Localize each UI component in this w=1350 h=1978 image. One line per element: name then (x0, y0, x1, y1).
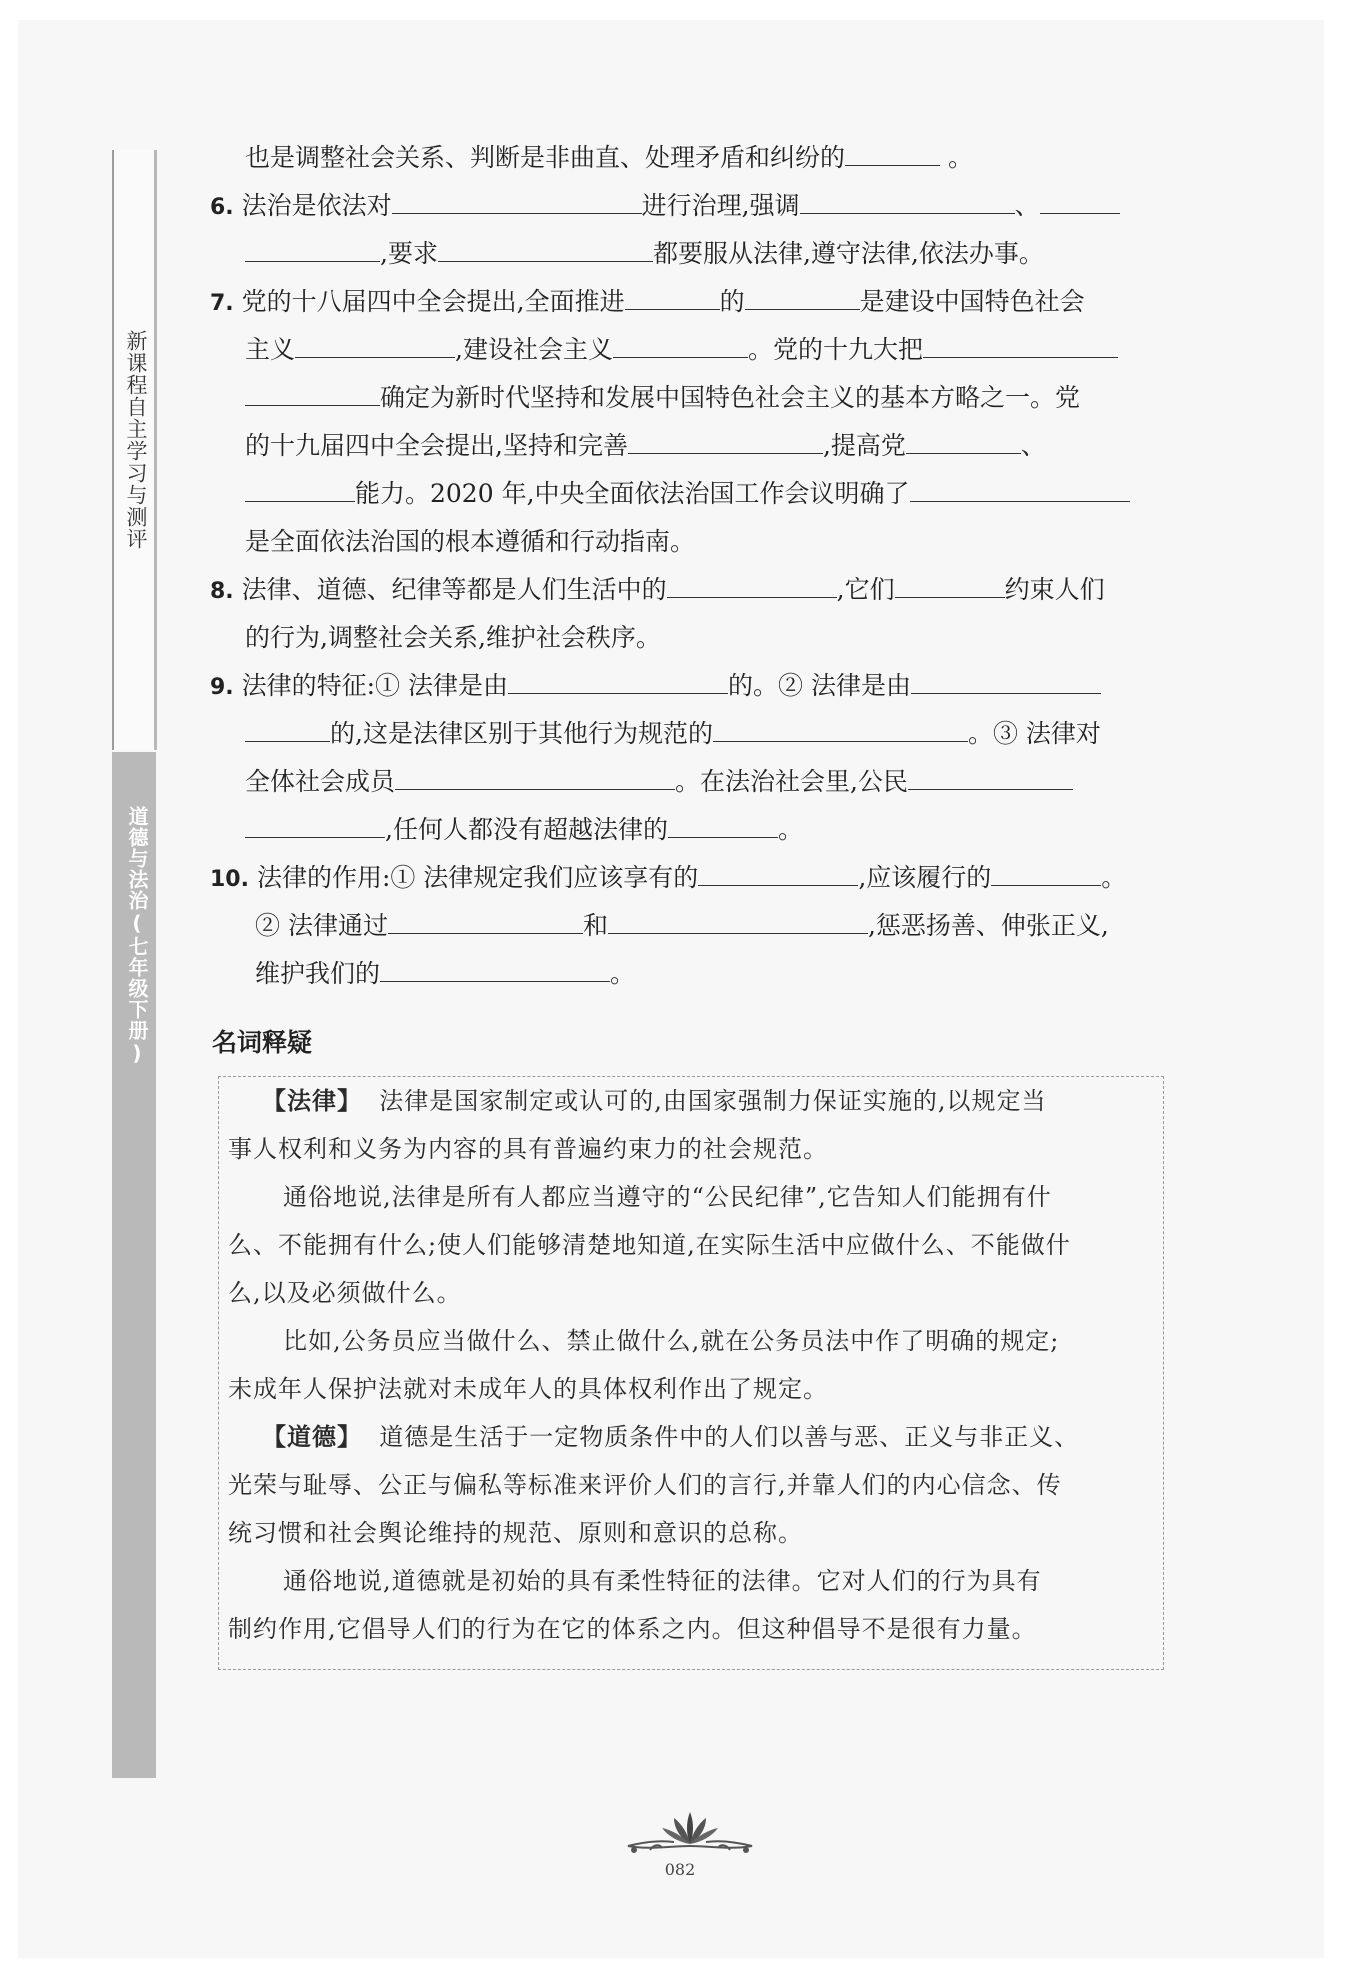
sidebar-series-title: 新课程自主学习与测评 (124, 330, 148, 550)
answer-blank[interactable] (713, 719, 968, 742)
answer-blank[interactable] (380, 959, 610, 982)
answer-blank[interactable] (908, 767, 1073, 790)
question-line: 的十九届四中全会提出,坚持和完善 ,提高党 、 (245, 431, 1046, 460)
answer-blank[interactable] (906, 431, 1021, 454)
question-line: 全体社会成员 。在法治社会里,公民 (245, 767, 1073, 797)
glossary-line: 制约作用,它倡导人们的行为在它的体系之内。但这种倡导不是很有力量。 (228, 1615, 1037, 1643)
answer-blank[interactable] (923, 335, 1118, 358)
glossary-line: 光荣与耻辱、公正与偏私等标准来评价人们的言行,并靠人们的内心信念、传 (228, 1471, 1062, 1499)
question-line: 主义 ,建设社会主义 。党的十九大把 (245, 335, 1118, 365)
glossary-heading: 名词释疑 (212, 1028, 313, 1057)
answer-blank[interactable] (395, 767, 675, 790)
sidebar-subject-title: 道德与法治(七年级下册) (125, 806, 149, 1066)
answer-blank[interactable] (438, 239, 653, 262)
answer-blank[interactable] (800, 191, 1015, 214)
answer-blank[interactable] (608, 911, 868, 934)
glossary-line: 【法律】 法律是国家制定或认可的,由国家强制力保证实施的,以规定当 (262, 1087, 1047, 1115)
question-line: ② 法律通过 和 ,惩恶扬善、伸张正义, (255, 911, 1109, 940)
answer-blank[interactable] (698, 863, 858, 886)
question-10: 10. 法律的作用:① 法律规定我们应该享有的 ,应该履行的 。 (210, 863, 1127, 892)
answer-blank[interactable] (508, 671, 728, 694)
glossary-line: 通俗地说,法律是所有人都应当遵守的“公民纪律”,它告知人们能拥有什 (283, 1183, 1052, 1211)
answer-blank[interactable] (745, 287, 860, 310)
question-8: 8. 法律、道德、纪律等都是人们生活中的 ,它们 约束人们 (210, 575, 1105, 604)
question-line: 也是调整社会关系、判断是非曲直、处理矛盾和纠纷的 。 (245, 143, 973, 172)
question-6: 6. 法治是依法对 进行治理,强调 、 (210, 191, 1120, 223)
page-number: 082 (664, 1860, 696, 1879)
answer-blank[interactable] (295, 335, 455, 358)
answer-blank[interactable] (245, 239, 380, 262)
question-line: 的,这是法律区别于其他行为规范的 。③ 法律对 (245, 719, 1101, 749)
answer-blank[interactable] (667, 575, 837, 598)
answer-blank[interactable] (895, 575, 1005, 598)
question-line: ,任何人都没有超越法律的 。 (245, 815, 803, 845)
answer-blank[interactable] (845, 143, 940, 166)
question-7: 7. 党的十八届四中全会提出,全面推进 的 是建设中国特色社会 (210, 287, 1085, 316)
leaf-ornament-icon (620, 1806, 760, 1856)
question-line: 是全面依法治国的根本遵循和行动指南。 (245, 527, 696, 556)
question-line: ,要求 都要服从法律,遵守法律,依法办事。 (245, 239, 1044, 269)
answer-blank[interactable] (245, 815, 385, 838)
glossary-line: 【道德】 道德是生活于一定物质条件中的人们以善与恶、正义与非正义、 (262, 1423, 1080, 1451)
question-line: 确定为新时代坚持和发展中国特色社会主义的基本方略之一。党 (245, 383, 1080, 413)
glossary-line: 比如,公务员应当做什么、禁止做什么,就在公务员法中作了明确的规定; (283, 1327, 1060, 1355)
glossary-line: 通俗地说,道德就是初始的具有柔性特征的法律。它对人们的行为具有 (283, 1567, 1042, 1595)
answer-blank[interactable] (613, 335, 748, 358)
answer-blank[interactable] (628, 431, 823, 454)
answer-blank[interactable] (668, 815, 778, 838)
term-law: 【法律】 (262, 1087, 362, 1115)
answer-blank[interactable] (910, 479, 1130, 502)
question-line: 的行为,调整社会关系,维护社会秩序。 (245, 623, 661, 652)
glossary-line: 事人权利和义务为内容的具有普遍约束力的社会规范。 (228, 1135, 828, 1163)
question-line: 维护我们的 。 (255, 959, 636, 988)
glossary-line: 未成年人保护法就对未成年人的具体权利作出了规定。 (228, 1375, 828, 1403)
answer-blank[interactable] (625, 287, 720, 310)
answer-blank[interactable] (1040, 191, 1120, 214)
answer-blank[interactable] (245, 383, 380, 406)
term-morality: 【道德】 (262, 1423, 362, 1451)
glossary-line: 么、不能拥有什么;使人们能够清楚地知道,在实际生活中应做什么、不能做什 (228, 1231, 1071, 1259)
answer-blank[interactable] (245, 479, 355, 502)
glossary-line: 么,以及必须做什么。 (228, 1279, 462, 1307)
question-line: 能力。2020 年,中央全面依法治国工作会议明确了 (245, 479, 1130, 509)
answer-blank[interactable] (388, 911, 583, 934)
question-9: 9. 法律的特征:① 法律是由 的。② 法律是由 (210, 671, 1101, 703)
answer-blank[interactable] (911, 671, 1101, 694)
answer-blank[interactable] (245, 719, 330, 742)
answer-blank[interactable] (392, 191, 642, 214)
answer-blank[interactable] (991, 863, 1101, 886)
glossary-line: 统习惯和社会舆论维持的规范、原则和意识的总称。 (228, 1519, 803, 1547)
